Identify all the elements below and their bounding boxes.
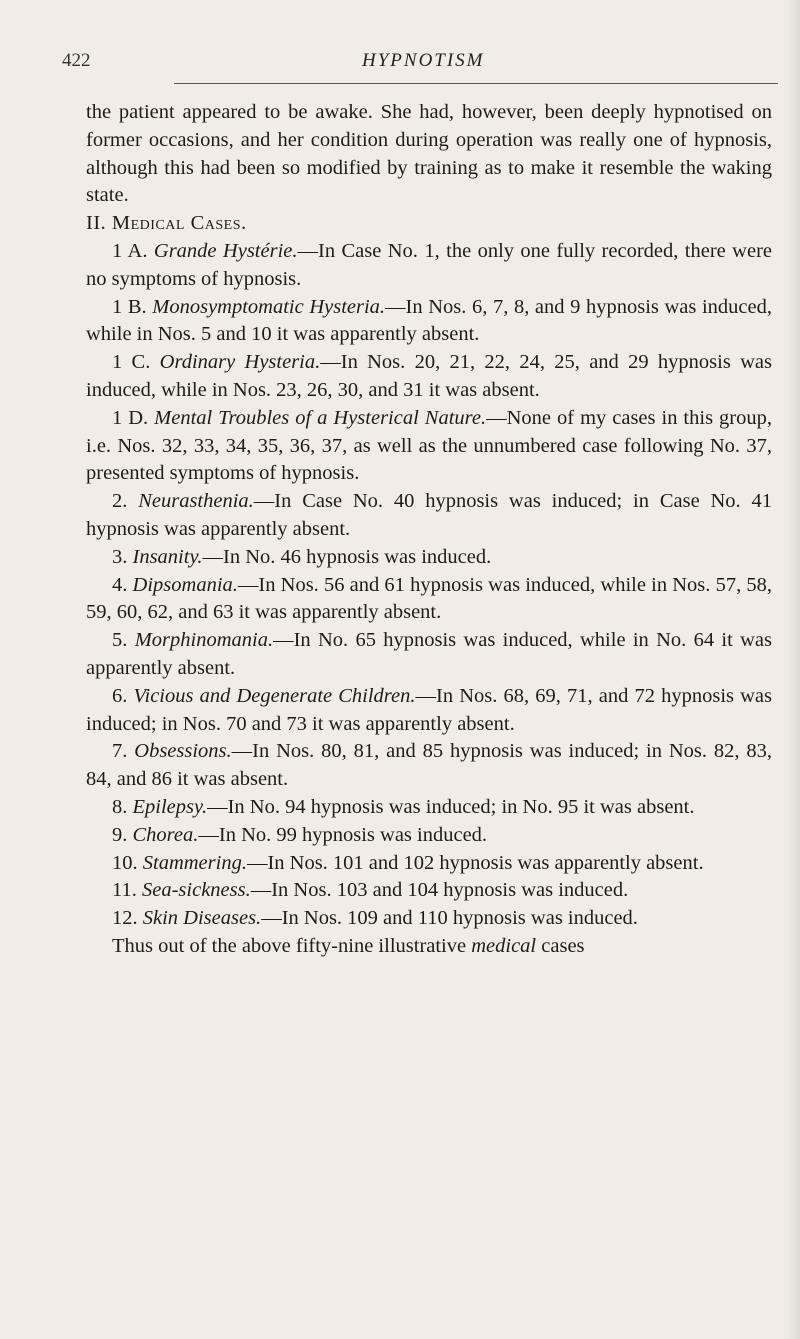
entry-number: 1 B.: [112, 295, 147, 318]
entry-number: 2.: [112, 490, 128, 513]
entry-text: —In Nos. 56 and 61 hypnosis was induced, while in Nos. 57, 58, 59, 60, 62, and 63 it was apparently absent.: [86, 573, 772, 624]
entry-text: —In No. 94 hypnosis was induced; in No. 95 it was absent.: [207, 795, 695, 818]
entry-label: Neurasthenia.: [138, 490, 254, 513]
closing-emphasis: medical: [471, 934, 537, 957]
entry-text: —In No. 65 hypnosis was induced, while in No. 64 it was apparently absent.: [86, 629, 772, 679]
case-entry: [86, 822, 772, 850]
entry-label: Epilepsy.: [132, 795, 208, 818]
case-entry: [86, 405, 772, 488]
entry-text: —In Case No. 1, the only one fully recorded, there were no symptoms of hypnosis.: [86, 239, 773, 290]
page-edge-shadow: [786, 0, 800, 1339]
entry-text: —In Nos. 103 and 104 hypnosis was induced.: [250, 879, 629, 902]
entry-label: Skin Diseases.: [142, 907, 262, 930]
entry-text: —In Case No. 40 hypnosis was induced; in Case No. 41 hypnosis was apparently absent.: [86, 490, 772, 540]
case-entry: [86, 349, 772, 405]
entry-label: Obsessions.: [134, 740, 232, 763]
case-entry: [86, 794, 772, 822]
closing-paragraph: [86, 933, 772, 961]
entry-text: —In No. 46 hypnosis was induced.: [202, 545, 492, 568]
entry-label: Sea-sickness.: [142, 879, 251, 902]
entry-number: 12.: [112, 907, 138, 930]
entry-number: 4.: [112, 573, 128, 596]
entry-number: 10.: [112, 851, 138, 874]
case-entry: [86, 627, 772, 683]
entry-label: Chorea.: [132, 823, 199, 846]
entry-text: —None of my cases in this group, i.e. Nos. 32, 33, 34, 35, 36, 37, as well as the unnumbered case following No. 37, presented symptoms of hypnosis.: [86, 406, 772, 485]
header-rule: [174, 83, 778, 84]
entry-number: 8.: [112, 795, 128, 818]
entry-label: Dipsomania.: [132, 573, 238, 596]
entry-number: 9.: [112, 823, 128, 846]
entry-label: Grande Hystérie.: [153, 239, 298, 262]
entry-number: 6.: [112, 684, 128, 707]
entry-label: Morphinomania.: [134, 629, 274, 652]
case-entries: [86, 238, 772, 933]
entry-text: —In Nos. 20, 21, 22, 24, 25, and 29 hypnosis was induced, while in Nos. 23, 26, 30, and 31 it was absent.: [86, 351, 772, 401]
case-entry: [86, 683, 772, 739]
entry-number: 5.: [112, 629, 128, 652]
entry-label: Insanity.: [132, 545, 203, 568]
case-entry: [86, 488, 772, 544]
running-head: HYPNOTISM: [362, 50, 485, 71]
case-entry: [86, 238, 772, 294]
case-entry: [86, 294, 772, 350]
section-heading: II. Medical Cases.: [86, 212, 247, 235]
page-header: [62, 50, 778, 80]
entry-label: Mental Troubles of a Hysterical Nature.: [154, 406, 487, 429]
entry-number: 3.: [112, 545, 128, 568]
case-entry: [86, 544, 772, 572]
entry-number: 7.: [112, 740, 128, 763]
entry-text: —In Nos. 6, 7, 8, and 9 hypnosis was induced, while in Nos. 5 and 10 it was apparently absent.: [86, 295, 772, 346]
case-entry: [86, 572, 772, 628]
case-entry: [86, 905, 772, 933]
intro-paragraph: the patient appeared to be awake. She had, however, been deeply hypnotised on former occasions, and her condition during operation was really one of hypnosis, although this had been so modified by training as to make it resemble the waking state.: [86, 101, 772, 207]
case-entry: [86, 850, 772, 878]
entry-text: —In Nos. 68, 69, 71, and 72 hypnosis was induced; in Nos. 70 and 73 it was apparently absent.: [86, 684, 773, 735]
case-entry: [86, 738, 772, 794]
entry-text: —In Nos. 101 and 102 hypnosis was apparently absent.: [246, 851, 704, 874]
closing-text-before: Thus out of the above fifty-nine illustrative: [112, 934, 467, 957]
entry-number: 1 D.: [112, 406, 149, 429]
entry-number: 1 C.: [112, 351, 151, 374]
entry-text: —In No. 99 hypnosis was induced.: [198, 823, 488, 846]
body-text: [86, 99, 772, 961]
entry-label: Vicious and Degenerate Children.: [133, 684, 416, 707]
entry-label: Stammering.: [142, 851, 247, 874]
entry-label: Ordinary Hysteria.: [159, 351, 321, 374]
entry-number: 11.: [112, 879, 137, 902]
case-entry: [86, 877, 772, 905]
page-number: 422: [62, 50, 91, 71]
entry-label: Monosymptomatic Hysteria.: [152, 295, 386, 318]
entry-text: —In Nos. 109 and 110 hypnosis was induced.: [261, 907, 638, 930]
entry-number: 1 A.: [112, 239, 148, 262]
entry-text: —In Nos. 80, 81, and 85 hypnosis was induced; in Nos. 82, 83, 84, and 86 it was absent.: [86, 740, 773, 791]
closing-text-after: cases: [541, 934, 585, 957]
